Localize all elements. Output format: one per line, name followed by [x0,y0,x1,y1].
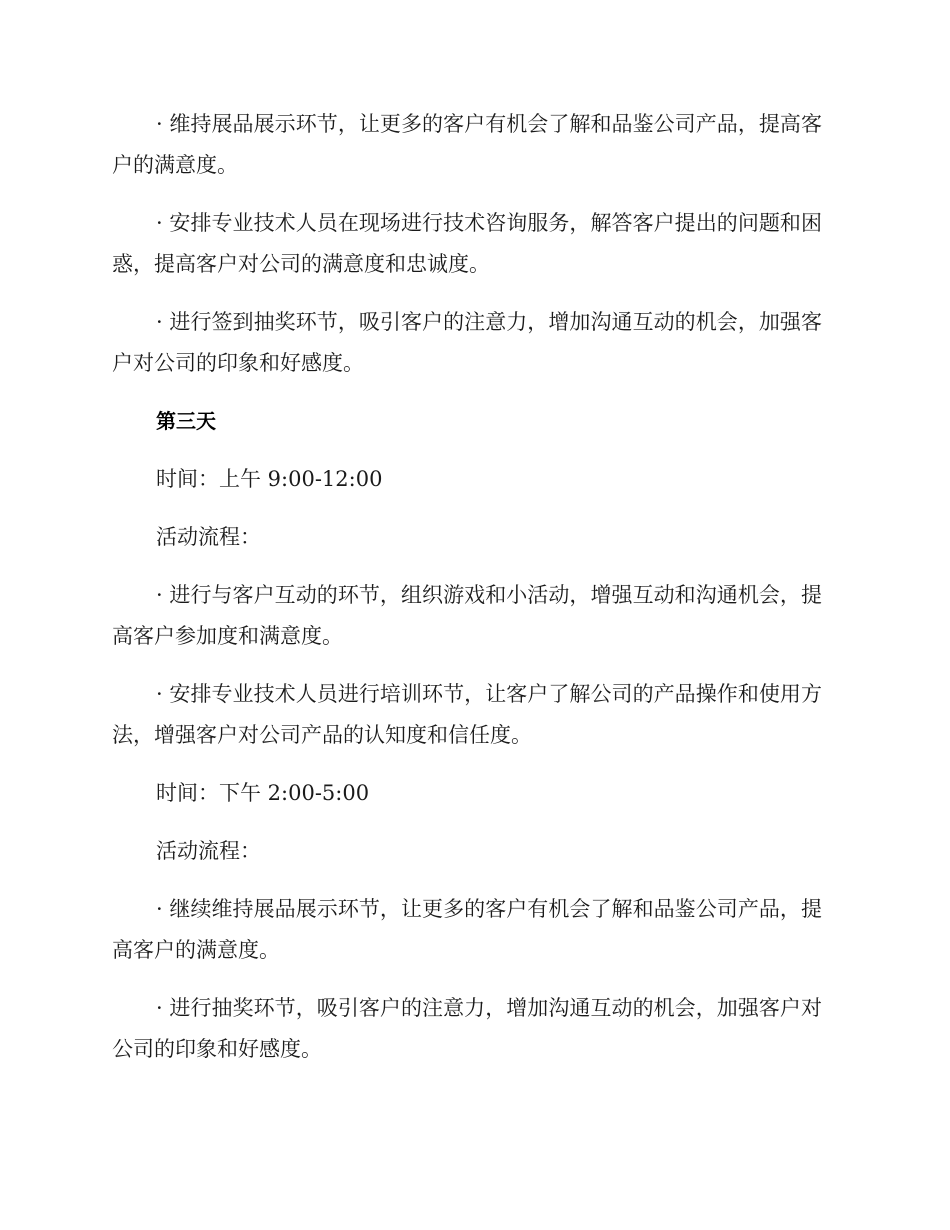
bullet-exhibit-display: · 维持展品展示环节，让更多的客户有机会了解和品鉴公司产品，提高客户的满意度。 [112,112,822,177]
activity-flow-label-morning: 活动流程： [156,525,261,549]
bullet-training: · 安排专业技术人员进行培训环节，让客户了解公司的产品操作和使用方法，增强客户对公司产品的认知度和信任度。 [112,682,822,747]
time-afternoon: 时间：下午 2:00-5:00 [156,781,370,805]
activity-flow-label-afternoon: 活动流程： [156,839,261,863]
section-heading-day-three: 第三天 [156,409,216,433]
bullet-customer-interaction: · 进行与客户互动的环节，组织游戏和小活动，增强互动和沟通机会，提高客户参加度和满意度。 [112,583,822,648]
time-morning: 时间：上午 9:00-12:00 [156,467,383,491]
bullet-lottery: · 进行抽奖环节，吸引客户的注意力，增加沟通互动的机会，加强客户对公司的印象和好感度。 [112,996,822,1061]
document-page [112,104,822,1087]
bullet-tech-consulting: · 安排专业技术人员在现场进行技术咨询服务，解答客户提出的问题和困惑，提高客户对公司的满意度和忠诚度。 [112,211,822,276]
bullet-continue-exhibit: · 继续维持展品展示环节，让更多的客户有机会了解和品鉴公司产品，提高客户的满意度。 [112,897,822,962]
bullet-signin-lottery: · 进行签到抽奖环节，吸引客户的注意力，增加沟通互动的机会，加强客户对公司的印象和好感度。 [112,310,822,375]
